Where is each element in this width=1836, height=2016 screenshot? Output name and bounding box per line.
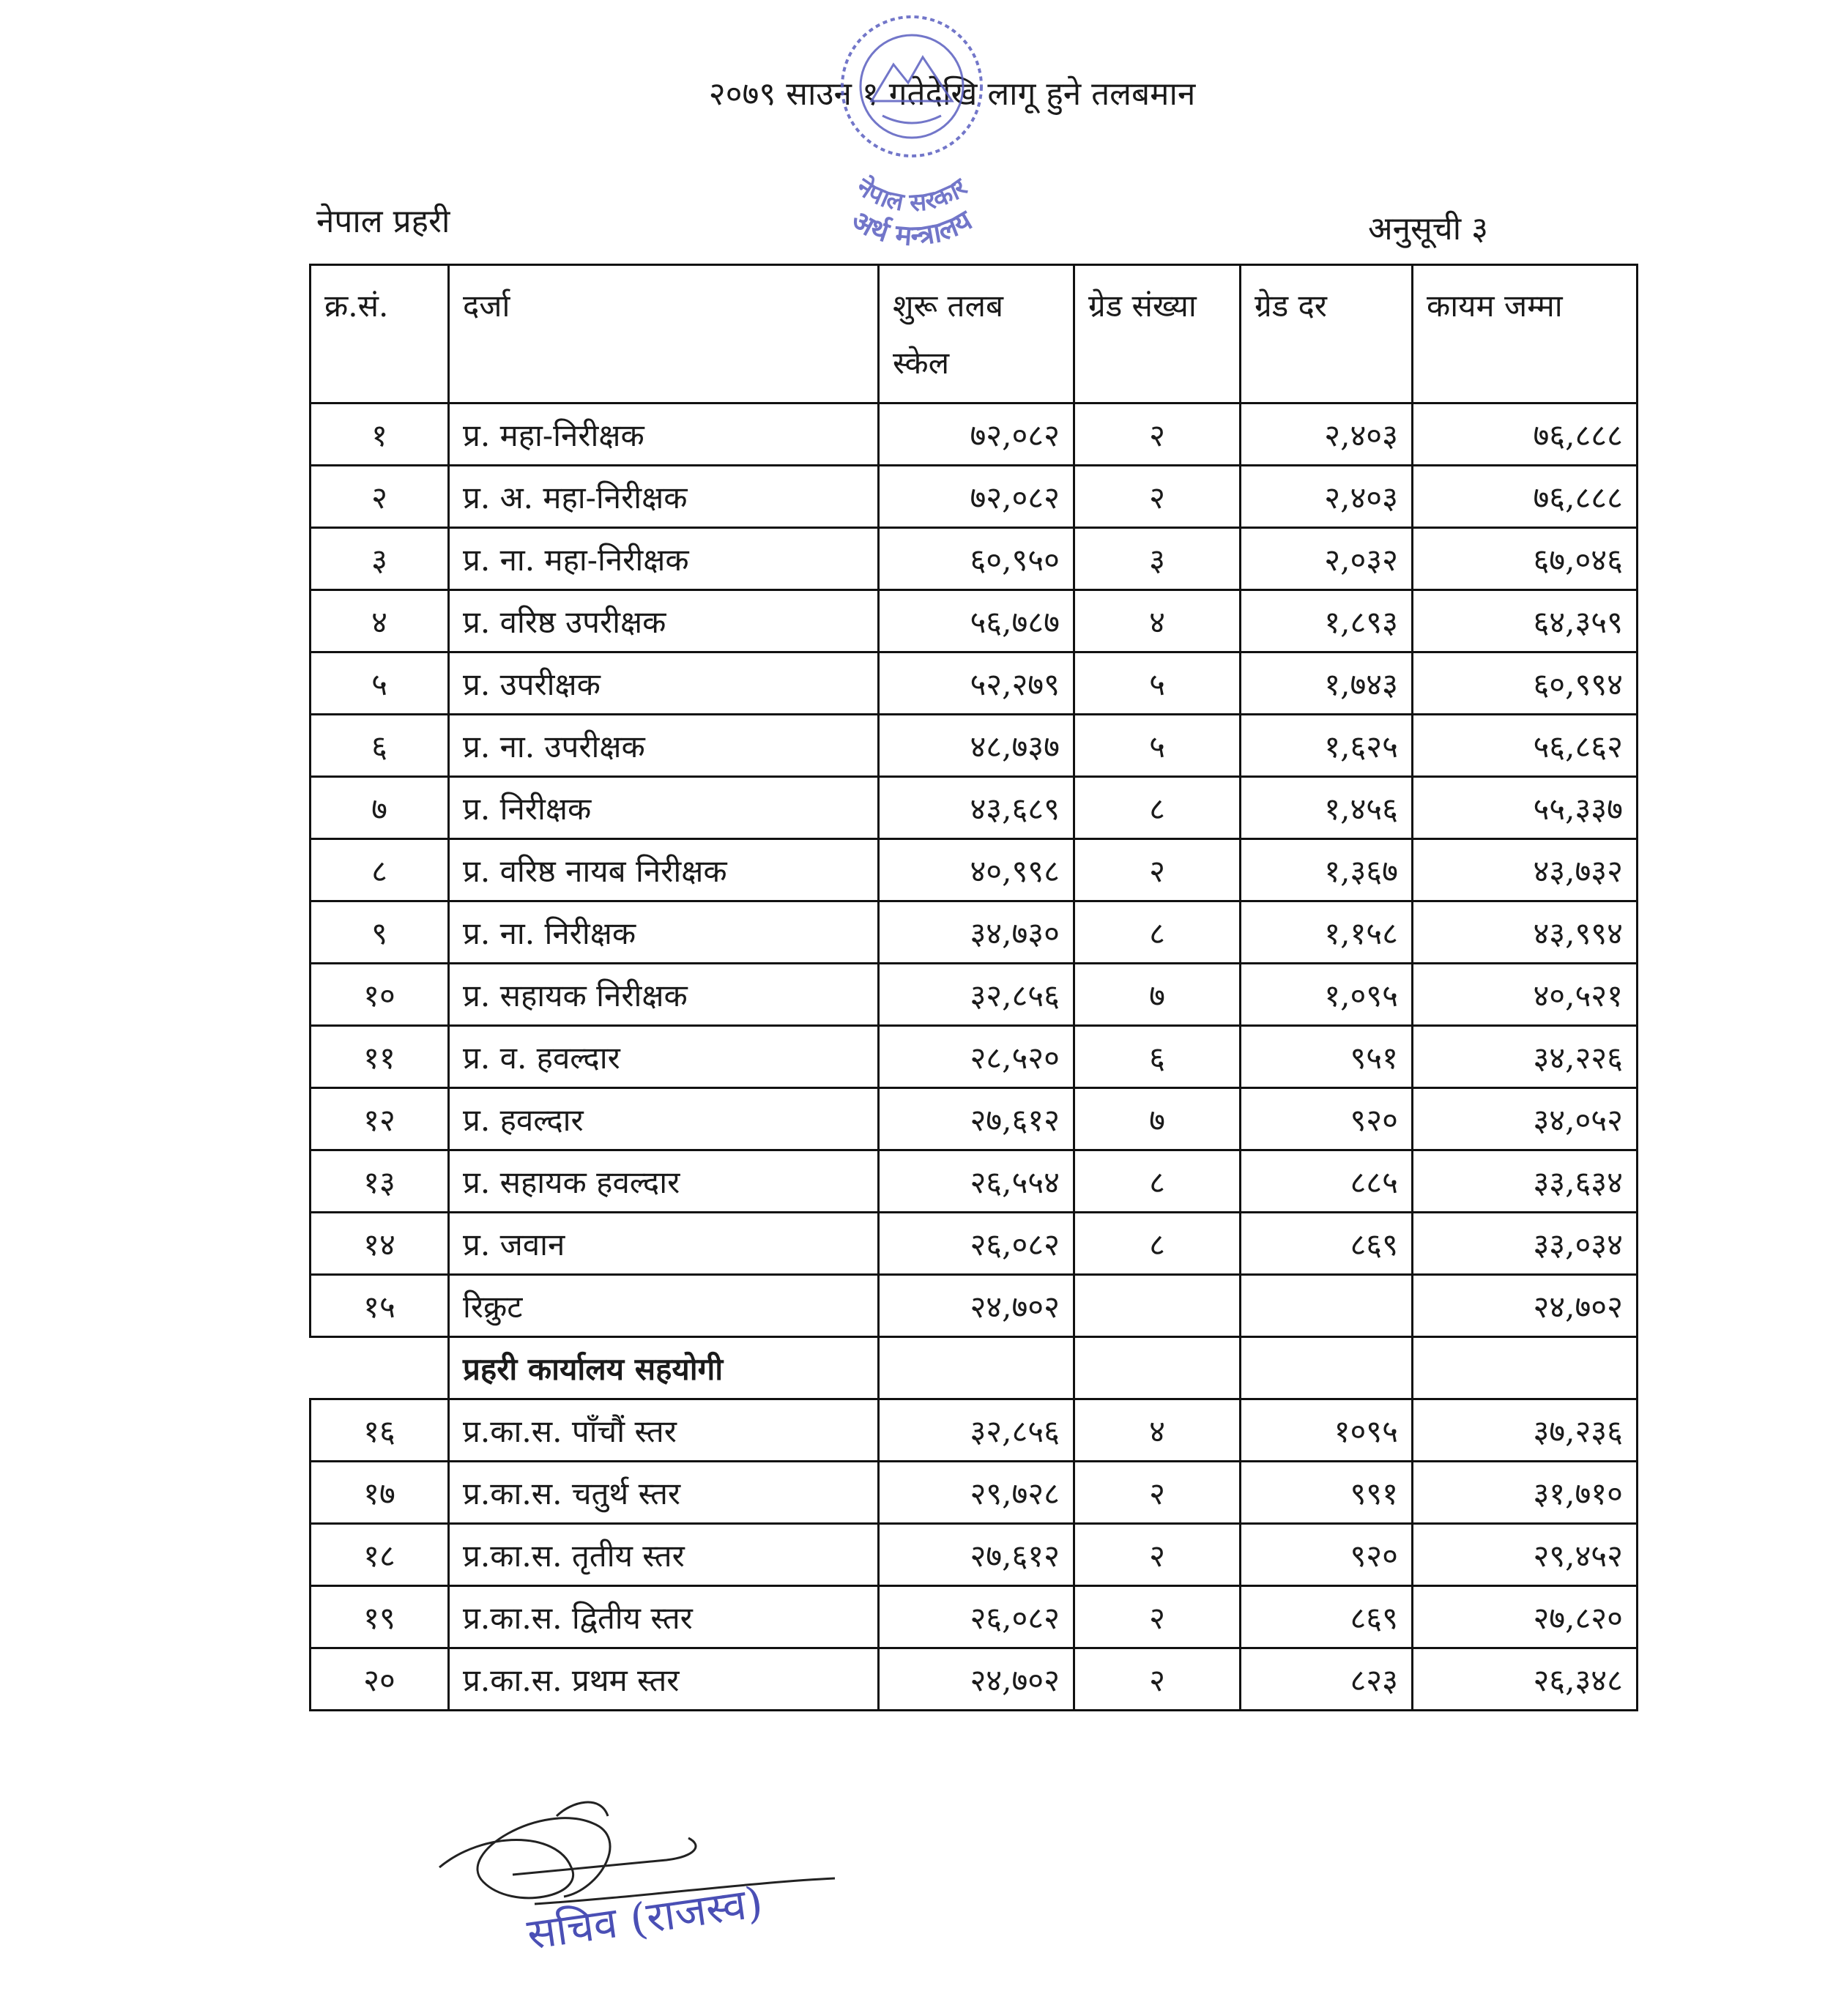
section-row-group xyxy=(311,1337,1638,1399)
cell-start-scale: २९,७२८ xyxy=(879,1462,1074,1524)
cell-grade-count: २ xyxy=(1074,1524,1241,1586)
cell-total: ४३,७३२ xyxy=(1413,839,1638,901)
table-row xyxy=(311,1524,1638,1586)
cell-rank: प्र. अ. महा-निरीक्षक xyxy=(449,466,879,528)
cell-grade-rate: ९९१ xyxy=(1241,1462,1413,1524)
cell-grade-count xyxy=(1074,1275,1241,1337)
cell-total: ६४,३५९ xyxy=(1413,590,1638,652)
header-serial: क्र.सं. xyxy=(311,265,449,403)
cell-start-scale: २४,७०२ xyxy=(879,1275,1074,1337)
cell-serial: १८ xyxy=(311,1524,449,1586)
table-row xyxy=(311,839,1638,901)
table-row xyxy=(311,1026,1638,1088)
cell-rank: प्र. महा-निरीक्षक xyxy=(449,403,879,466)
cell-grade-rate: २,४०३ xyxy=(1241,466,1413,528)
table-row xyxy=(311,1150,1638,1213)
cell-rank: प्र. वरिष्ठ नायब निरीक्षक xyxy=(449,839,879,901)
cell-serial: ११ xyxy=(311,1026,449,1088)
cell-serial: १० xyxy=(311,964,449,1026)
cell-grade-count: ६ xyxy=(1074,1026,1241,1088)
cell-rank: प्र. हवल्दार xyxy=(449,1088,879,1150)
cell-start-scale: २६,५५४ xyxy=(879,1150,1074,1213)
cell-start-scale: २४,७०२ xyxy=(879,1648,1074,1711)
cell-rank: प्र. ना. महा-निरीक्षक xyxy=(449,528,879,590)
cell-grade-rate: ९२० xyxy=(1241,1524,1413,1586)
cell-rank: रिक्रुट xyxy=(449,1275,879,1337)
table-row xyxy=(311,652,1638,715)
header-start-scale: शुरू तलब स्केल xyxy=(879,265,1074,403)
cell-start-scale: २८,५२० xyxy=(879,1026,1074,1088)
section-empty-cell xyxy=(1074,1337,1241,1399)
cell-grade-count: ५ xyxy=(1074,652,1241,715)
table-row xyxy=(311,466,1638,528)
cell-serial: ७ xyxy=(311,777,449,839)
cell-rank: प्र. सहायक निरीक्षक xyxy=(449,964,879,1026)
table-row xyxy=(311,403,1638,466)
cell-start-scale: ३२,८५६ xyxy=(879,1399,1074,1462)
cell-grade-rate: १,८९३ xyxy=(1241,590,1413,652)
cell-serial: ६ xyxy=(311,715,449,777)
cell-rank: प्र.का.स. तृतीय स्तर xyxy=(449,1524,879,1586)
cell-total: ३४,०५२ xyxy=(1413,1088,1638,1150)
cell-rank: प्र. ना. निरीक्षक xyxy=(449,901,879,964)
cell-grade-count: ८ xyxy=(1074,901,1241,964)
cell-serial: ४ xyxy=(311,590,449,652)
cell-grade-rate xyxy=(1241,1275,1413,1337)
table-row xyxy=(311,1586,1638,1648)
cell-total: २६,३४८ xyxy=(1413,1648,1638,1711)
government-seal-icon xyxy=(791,6,1033,248)
cell-start-scale: ४८,७३७ xyxy=(879,715,1074,777)
header-grade-count: ग्रेड संख्या xyxy=(1074,265,1241,403)
cell-serial: १५ xyxy=(311,1275,449,1337)
cell-serial: ३ xyxy=(311,528,449,590)
cell-total: ४३,९९४ xyxy=(1413,901,1638,964)
section-row xyxy=(311,1337,1638,1399)
table-row xyxy=(311,590,1638,652)
cell-grade-count: २ xyxy=(1074,1462,1241,1524)
cell-total: ६७,०४६ xyxy=(1413,528,1638,590)
cell-total: ३३,०३४ xyxy=(1413,1213,1638,1275)
cell-start-scale: ७२,०८२ xyxy=(879,403,1074,466)
cell-start-scale: २७,६१२ xyxy=(879,1088,1074,1150)
cell-start-scale: ४३,६८९ xyxy=(879,777,1074,839)
section-rows xyxy=(311,1399,1638,1711)
cell-serial: १९ xyxy=(311,1586,449,1648)
cell-start-scale: ५२,२७९ xyxy=(879,652,1074,715)
cell-grade-count: ८ xyxy=(1074,777,1241,839)
cell-serial: १७ xyxy=(311,1462,449,1524)
cell-start-scale: २७,६१२ xyxy=(879,1524,1074,1586)
cell-grade-count: २ xyxy=(1074,1648,1241,1711)
header-total: कायम जम्मा xyxy=(1413,265,1638,403)
cell-start-scale: ३४,७३० xyxy=(879,901,1074,964)
cell-grade-rate: ८२३ xyxy=(1241,1648,1413,1711)
table-row xyxy=(311,1462,1638,1524)
cell-grade-count: ८ xyxy=(1074,1150,1241,1213)
cell-grade-count: २ xyxy=(1074,1586,1241,1648)
table-row xyxy=(311,1213,1638,1275)
cell-grade-rate: १,४५६ xyxy=(1241,777,1413,839)
cell-rank: प्र. सहायक हवल्दार xyxy=(449,1150,879,1213)
section-empty-cell xyxy=(1413,1337,1638,1399)
cell-grade-rate: ९५१ xyxy=(1241,1026,1413,1088)
table-row xyxy=(311,528,1638,590)
cell-rank: प्र. उपरीक्षक xyxy=(449,652,879,715)
cell-grade-rate: १,०९५ xyxy=(1241,964,1413,1026)
cell-total: ३४,२२६ xyxy=(1413,1026,1638,1088)
table-row xyxy=(311,964,1638,1026)
cell-grade-count: ४ xyxy=(1074,590,1241,652)
cell-total: ३३,६३४ xyxy=(1413,1150,1638,1213)
organization-name: नेपाल प्रहरी xyxy=(316,203,450,240)
section-label: प्रहरी कार्यालय सहयोगी xyxy=(449,1337,879,1399)
cell-grade-rate: ८६९ xyxy=(1241,1213,1413,1275)
cell-total: ७६,८८८ xyxy=(1413,403,1638,466)
cell-grade-count: ३ xyxy=(1074,528,1241,590)
cell-grade-rate: १,३६७ xyxy=(1241,839,1413,901)
cell-rank: प्र.का.स. पाँचौं स्तर xyxy=(449,1399,879,1462)
cell-start-scale: २६,०८२ xyxy=(879,1586,1074,1648)
cell-serial: १ xyxy=(311,403,449,466)
seal-text-2: अर्थ मन्त्रालय xyxy=(846,204,978,248)
cell-serial: ९ xyxy=(311,901,449,964)
cell-serial: १४ xyxy=(311,1213,449,1275)
cell-grade-rate: १,७४३ xyxy=(1241,652,1413,715)
cell-rank: प्र. जवान xyxy=(449,1213,879,1275)
main-rows xyxy=(311,403,1638,1337)
cell-total: ५५,३३७ xyxy=(1413,777,1638,839)
cell-grade-count: ७ xyxy=(1074,964,1241,1026)
cell-serial: ८ xyxy=(311,839,449,901)
cell-total: ७६,८८८ xyxy=(1413,466,1638,528)
cell-rank: प्र. ना. उपरीक्षक xyxy=(449,715,879,777)
cell-rank: प्र.का.स. द्वितीय स्तर xyxy=(449,1586,879,1648)
cell-grade-rate: ८८५ xyxy=(1241,1150,1413,1213)
cell-serial: १३ xyxy=(311,1150,449,1213)
cell-start-scale: ३२,८५६ xyxy=(879,964,1074,1026)
cell-total: ४०,५२१ xyxy=(1413,964,1638,1026)
cell-start-scale: ६०,९५० xyxy=(879,528,1074,590)
section-empty-cell xyxy=(1241,1337,1413,1399)
cell-total: २४,७०२ xyxy=(1413,1275,1638,1337)
cell-grade-count: ८ xyxy=(1074,1213,1241,1275)
table-header-row xyxy=(311,265,1638,403)
cell-rank: प्र.का.स. चतुर्थ स्तर xyxy=(449,1462,879,1524)
cell-rank: प्र. वरिष्ठ उपरीक्षक xyxy=(449,590,879,652)
seal-text-1: नेपाल सरकार xyxy=(851,172,973,218)
table-row xyxy=(311,1648,1638,1711)
cell-grade-rate: १,१५८ xyxy=(1241,901,1413,964)
cell-start-scale: ५६,७८७ xyxy=(879,590,1074,652)
cell-total: ३७,२३६ xyxy=(1413,1399,1638,1462)
cell-serial: ५ xyxy=(311,652,449,715)
cell-total: ५६,८६२ xyxy=(1413,715,1638,777)
table-row xyxy=(311,901,1638,964)
cell-start-scale: २६,०८२ xyxy=(879,1213,1074,1275)
cell-grade-count: ७ xyxy=(1074,1088,1241,1150)
section-empty-cell xyxy=(879,1337,1074,1399)
cell-grade-count: ५ xyxy=(1074,715,1241,777)
cell-grade-count: ४ xyxy=(1074,1399,1241,1462)
table-row xyxy=(311,777,1638,839)
cell-total: ३१,७१० xyxy=(1413,1462,1638,1524)
cell-total: ६०,९९४ xyxy=(1413,652,1638,715)
cell-rank: प्र.का.स. प्रथम स्तर xyxy=(449,1648,879,1711)
cell-total: २९,४५२ xyxy=(1413,1524,1638,1586)
cell-grade-rate: २,४०३ xyxy=(1241,403,1413,466)
section-empty-cell xyxy=(311,1337,449,1399)
table-row xyxy=(311,1088,1638,1150)
cell-start-scale: ७२,०८२ xyxy=(879,466,1074,528)
table-row xyxy=(311,1399,1638,1462)
cell-grade-rate: ९२० xyxy=(1241,1088,1413,1150)
header-grade-rate: ग्रेड दर xyxy=(1241,265,1413,403)
cell-rank: प्र. निरीक्षक xyxy=(449,777,879,839)
cell-rank: प्र. व. हवल्दार xyxy=(449,1026,879,1088)
cell-start-scale: ४०,९९८ xyxy=(879,839,1074,901)
signature-title: सचिव (राजस्व) xyxy=(524,1877,766,1960)
salary-table xyxy=(309,264,1638,1711)
cell-serial: २ xyxy=(311,466,449,528)
cell-total: २७,८२० xyxy=(1413,1586,1638,1648)
cell-grade-rate: २,०३२ xyxy=(1241,528,1413,590)
table-row xyxy=(311,1275,1638,1337)
cell-serial: १६ xyxy=(311,1399,449,1462)
header-rank: दर्जा xyxy=(449,265,879,403)
table-row xyxy=(311,715,1638,777)
cell-grade-rate: १०९५ xyxy=(1241,1399,1413,1462)
document-title: २०७९ साउन १ गतेदेखि लागू हुने तलबमान xyxy=(708,75,1196,113)
cell-grade-rate: ८६९ xyxy=(1241,1586,1413,1648)
schedule-label: अनुसूची ३ xyxy=(1368,210,1488,248)
cell-serial: २० xyxy=(311,1648,449,1711)
cell-grade-count: २ xyxy=(1074,839,1241,901)
cell-serial: १२ xyxy=(311,1088,449,1150)
cell-grade-count: २ xyxy=(1074,466,1241,528)
cell-grade-rate: १,६२५ xyxy=(1241,715,1413,777)
cell-grade-count: २ xyxy=(1074,403,1241,466)
